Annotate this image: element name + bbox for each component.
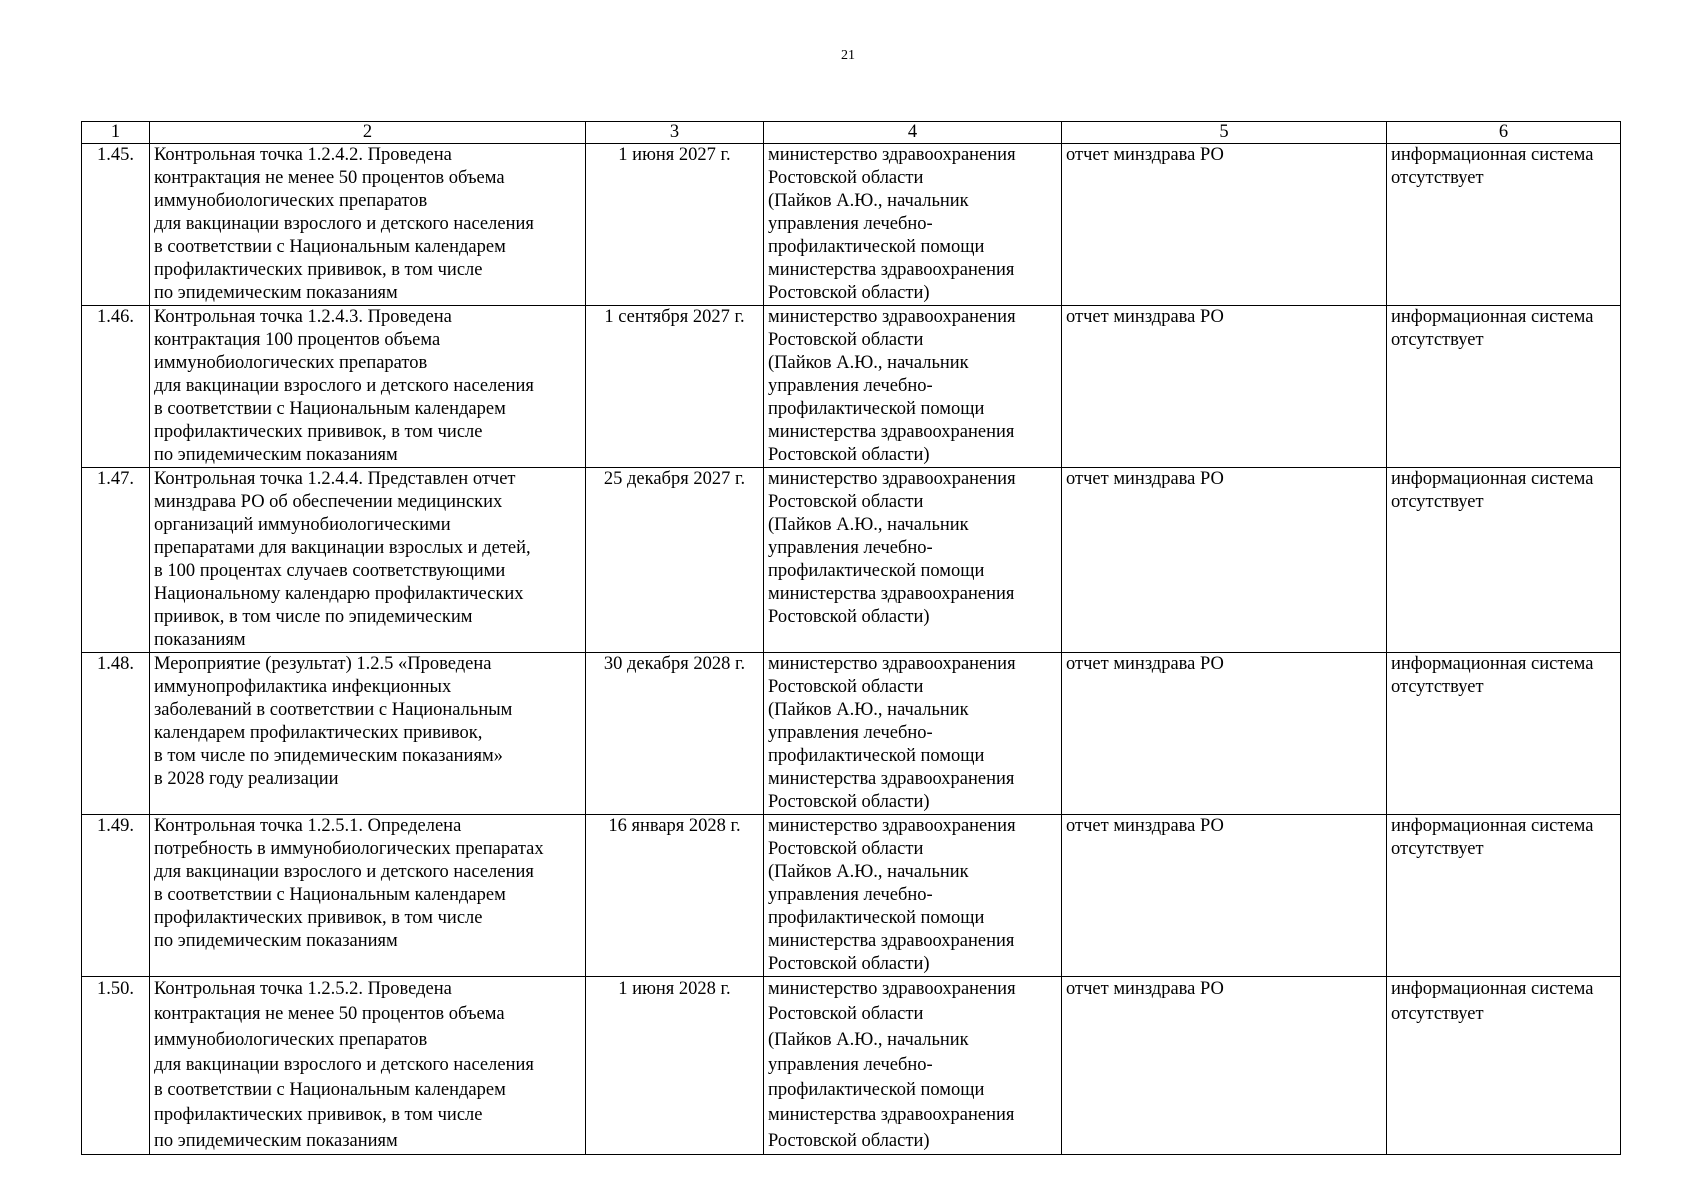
row-date: 1 июня 2028 г. (586, 977, 764, 1155)
row-description-text: Контрольная точка 1.2.4.4. Представлен отчет минздрава РО об обеспечении медицинских организаций иммунобиологическими препаратами для вакцинации взрослых и детей, в 100 процентах случаев соответствующими Национальному календарю профилактических приивок, в том числе по эпидемическим показаниям (154, 469, 531, 650)
row-info-system-text: информационная система отсутствует (1391, 307, 1594, 350)
table-row (82, 977, 1621, 1155)
row-responsible (764, 144, 1062, 306)
row-document: отчет минздрава РО (1062, 144, 1387, 306)
row-date: 16 января 2028 г. (586, 815, 764, 977)
row-description-text: Контрольная точка 1.2.5.1. Определена потребность в иммунобиологических препаратах для вакцинации взрослого и детского населения в соответствии с Национальным календарем профилактических прививок, в том числе по эпидемическим показаниям (154, 816, 544, 951)
table-header-row (82, 122, 1621, 144)
row-document: отчет минздрава РО (1062, 977, 1387, 1155)
row-description-text: Контрольная точка 1.2.4.2. Проведена контрактация не менее 50 процентов объема иммунобиологических препаратов для вакцинации взрослого и детского населения в соответствии с Национальным календарем профилактических прививок, в том числе по эпидемическим показаниям (154, 145, 534, 303)
row-info-system (1387, 977, 1621, 1155)
table-row (82, 653, 1621, 815)
table-row (82, 468, 1621, 653)
row-number: 1.47. (82, 468, 150, 653)
row-description-text: Контрольная точка 1.2.5.2. Проведена контрактация не менее 50 процентов объема иммунобиологических препаратов для вакцинации взрослого и детского населения в соответствии с Национальным календарем профилактических прививок, в том числе по эпидемическим показаниям (154, 979, 534, 1151)
row-responsible (764, 653, 1062, 815)
row-number: 1.49. (82, 815, 150, 977)
column-header-3: 3 (586, 122, 764, 144)
row-responsible-text: министерство здравоохранения Ростовской области (Пайков А.Ю., начальник управления лечебно- профилактической помощи министерства здравоохранения Ростовской области) (768, 979, 1016, 1151)
column-header-4: 4 (764, 122, 1062, 144)
row-responsible-text: министерство здравоохранения Ростовской области (Пайков А.Ю., начальник управления лечебно- профилактической помощи министерства здравоохранения Ростовской области) (768, 307, 1016, 465)
table-row (82, 306, 1621, 468)
column-header-5: 5 (1062, 122, 1387, 144)
row-info-system (1387, 653, 1621, 815)
row-description (150, 144, 586, 306)
table-row (82, 815, 1621, 977)
row-responsible-text: министерство здравоохранения Ростовской области (Пайков А.Ю., начальник управления лечебно- профилактической помощи министерства здравоохранения Ростовской области) (768, 469, 1016, 627)
row-responsible (764, 977, 1062, 1155)
row-number: 1.45. (82, 144, 150, 306)
row-info-system-text: информационная система отсутствует (1391, 816, 1594, 859)
column-header-1: 1 (82, 122, 150, 144)
row-info-system-text: информационная система отсутствует (1391, 654, 1594, 697)
row-description (150, 653, 586, 815)
row-number: 1.48. (82, 653, 150, 815)
row-responsible (764, 306, 1062, 468)
row-info-system (1387, 144, 1621, 306)
row-description (150, 815, 586, 977)
row-date: 30 декабря 2028 г. (586, 653, 764, 815)
row-responsible-text: министерство здравоохранения Ростовской области (Пайков А.Ю., начальник управления лечебно- профилактической помощи министерства здравоохранения Ростовской области) (768, 145, 1016, 303)
control-points-table (81, 121, 1621, 1155)
column-header-2: 2 (150, 122, 586, 144)
row-description (150, 306, 586, 468)
row-date: 1 июня 2027 г. (586, 144, 764, 306)
row-document: отчет минздрава РО (1062, 306, 1387, 468)
table-row (82, 144, 1621, 306)
row-info-system (1387, 306, 1621, 468)
row-description-text: Мероприятие (результат) 1.2.5 «Проведена иммунопрофилактика инфекционных заболеваний в соответствии с Национальным календарем профилактических прививок, в том числе по эпидемическим показаниям» в 2028 году реализации (154, 654, 513, 789)
row-description (150, 977, 586, 1155)
row-info-system-text: информационная система отсутствует (1391, 469, 1594, 512)
row-responsible (764, 815, 1062, 977)
row-info-system-text: информационная система отсутствует (1391, 145, 1594, 188)
row-description-text: Контрольная точка 1.2.4.3. Проведена контрактация 100 процентов объема иммунобиологических препаратов для вакцинации взрослого и детского населения в соответствии с Национальным календарем профилактических прививок, в том числе по эпидемическим показаниям (154, 307, 534, 465)
row-document: отчет минздрава РО (1062, 468, 1387, 653)
column-header-6: 6 (1387, 122, 1621, 144)
row-number: 1.46. (82, 306, 150, 468)
row-info-system-text: информационная система отсутствует (1391, 979, 1594, 1025)
row-number: 1.50. (82, 977, 150, 1155)
row-responsible (764, 468, 1062, 653)
row-document: отчет минздрава РО (1062, 653, 1387, 815)
row-responsible-text: министерство здравоохранения Ростовской области (Пайков А.Ю., начальник управления лечебно- профилактической помощи министерства здравоохранения Ростовской области) (768, 816, 1016, 974)
row-date: 1 сентября 2027 г. (586, 306, 764, 468)
row-info-system (1387, 468, 1621, 653)
row-document: отчет минздрава РО (1062, 815, 1387, 977)
row-description (150, 468, 586, 653)
page-number: 21 (841, 48, 855, 63)
row-responsible-text: министерство здравоохранения Ростовской области (Пайков А.Ю., начальник управления лечебно- профилактической помощи министерства здравоохранения Ростовской области) (768, 654, 1016, 812)
row-date: 25 декабря 2027 г. (586, 468, 764, 653)
row-info-system (1387, 815, 1621, 977)
